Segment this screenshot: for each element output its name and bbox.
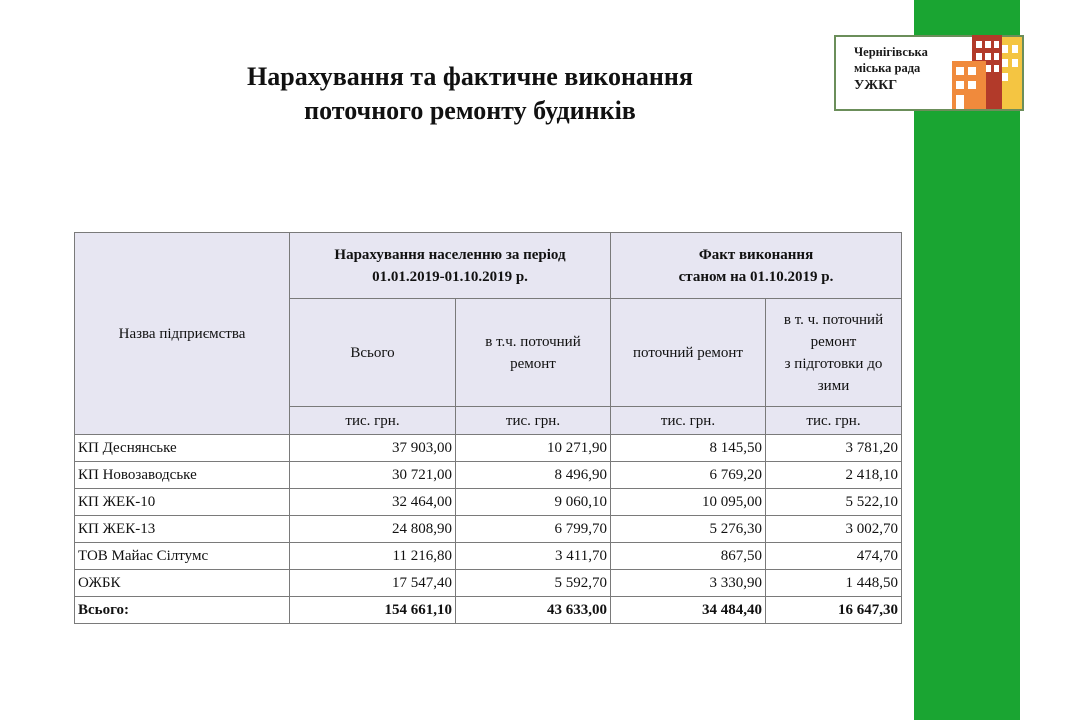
- header-incl-current-repair: [456, 299, 611, 407]
- cell-total: 17 547,40: [290, 570, 456, 597]
- cell-winter-repair: 3 781,20: [766, 435, 902, 462]
- cell-current-repair: 3 330,90: [611, 570, 766, 597]
- header-current-repair: поточний ремонт: [611, 299, 766, 407]
- cell-winter-repair: 5 522,10: [766, 489, 902, 516]
- cell-incl-repair: 6 799,70: [456, 516, 611, 543]
- header-accrual-line-2: 01.01.2019-01.10.2019 р.: [372, 268, 528, 285]
- cell-current-repair: 867,50: [611, 543, 766, 570]
- title-line-2: поточного ремонту будинків: [304, 96, 636, 125]
- cell-total: 37 903,00: [290, 435, 456, 462]
- unit-label: тис. грн.: [766, 407, 902, 435]
- company-name: КП ЖЕК-10: [75, 489, 290, 516]
- header-incl-line-2: ремонт: [510, 355, 556, 372]
- table-row: [75, 543, 902, 570]
- company-name: ОЖБК: [75, 570, 290, 597]
- header-actual-line-1: Факт виконання: [698, 246, 814, 263]
- report-table: [74, 232, 902, 624]
- header-winter-line-1: в т. ч. поточний: [783, 311, 884, 328]
- company-name: ТОВ Майас Сілтумс: [75, 543, 290, 570]
- logo-text: [854, 44, 928, 94]
- page-title: [150, 60, 790, 128]
- cell-winter-repair: 1 448,50: [766, 570, 902, 597]
- cell-incl-repair: 3 411,70: [456, 543, 611, 570]
- cell-total: 32 464,00: [290, 489, 456, 516]
- buildings-icon: [944, 35, 1024, 111]
- cell-incl-repair: 9 060,10: [456, 489, 611, 516]
- cell-winter-repair: 474,70: [766, 543, 902, 570]
- header-winter-line-3: з підготовки до: [784, 355, 883, 372]
- header-incl-line-1: в т.ч. поточний: [485, 333, 581, 350]
- logo: [834, 35, 1024, 111]
- total-label: Всього:: [75, 597, 290, 624]
- header-winter-repair: [766, 299, 902, 407]
- header-winter-line-4: зими: [817, 377, 850, 394]
- header-accrual-line-1: Нарахування населенню за період: [334, 246, 566, 263]
- table-row: [75, 570, 902, 597]
- title-line-1: Нарахування та фактичне виконання: [247, 62, 693, 91]
- header-company-name: Назва підприємства: [75, 233, 290, 435]
- company-name: КП ЖЕК-13: [75, 516, 290, 543]
- table-row: [75, 489, 902, 516]
- cell-current-repair: 8 145,50: [611, 435, 766, 462]
- unit-label: тис. грн.: [456, 407, 611, 435]
- company-name: КП Деснянське: [75, 435, 290, 462]
- cell-total: 11 216,80: [290, 543, 456, 570]
- cell-current-repair: 5 276,30: [611, 516, 766, 543]
- total-cell-current-repair: 34 484,40: [611, 597, 766, 624]
- total-cell-total: 154 661,10: [290, 597, 456, 624]
- logo-line-2: міська рада: [854, 61, 921, 75]
- cell-incl-repair: 5 592,70: [456, 570, 611, 597]
- cell-incl-repair: 8 496,90: [456, 462, 611, 489]
- cell-total: 30 721,00: [290, 462, 456, 489]
- unit-label: тис. грн.: [611, 407, 766, 435]
- table-row: [75, 516, 902, 543]
- unit-label: тис. грн.: [290, 407, 456, 435]
- header-winter-line-2: ремонт: [810, 333, 857, 350]
- logo-line-3: УЖКГ: [854, 78, 898, 93]
- header-actual: [611, 233, 902, 299]
- total-row: [75, 597, 902, 624]
- header-total: Всього: [290, 299, 456, 407]
- total-cell-incl-repair: 43 633,00: [456, 597, 611, 624]
- logo-line-1: Чернігівська: [854, 45, 928, 59]
- cell-winter-repair: 2 418,10: [766, 462, 902, 489]
- cell-incl-repair: 10 271,90: [456, 435, 611, 462]
- cell-total: 24 808,90: [290, 516, 456, 543]
- table-row: [75, 435, 902, 462]
- header-actual-line-2: станом на 01.10.2019 р.: [678, 268, 834, 285]
- cell-current-repair: 6 769,20: [611, 462, 766, 489]
- company-name: КП Новозаводське: [75, 462, 290, 489]
- header-accrual: [290, 233, 611, 299]
- cell-current-repair: 10 095,00: [611, 489, 766, 516]
- cell-winter-repair: 3 002,70: [766, 516, 902, 543]
- table-row: [75, 462, 902, 489]
- total-cell-winter-repair: 16 647,30: [766, 597, 902, 624]
